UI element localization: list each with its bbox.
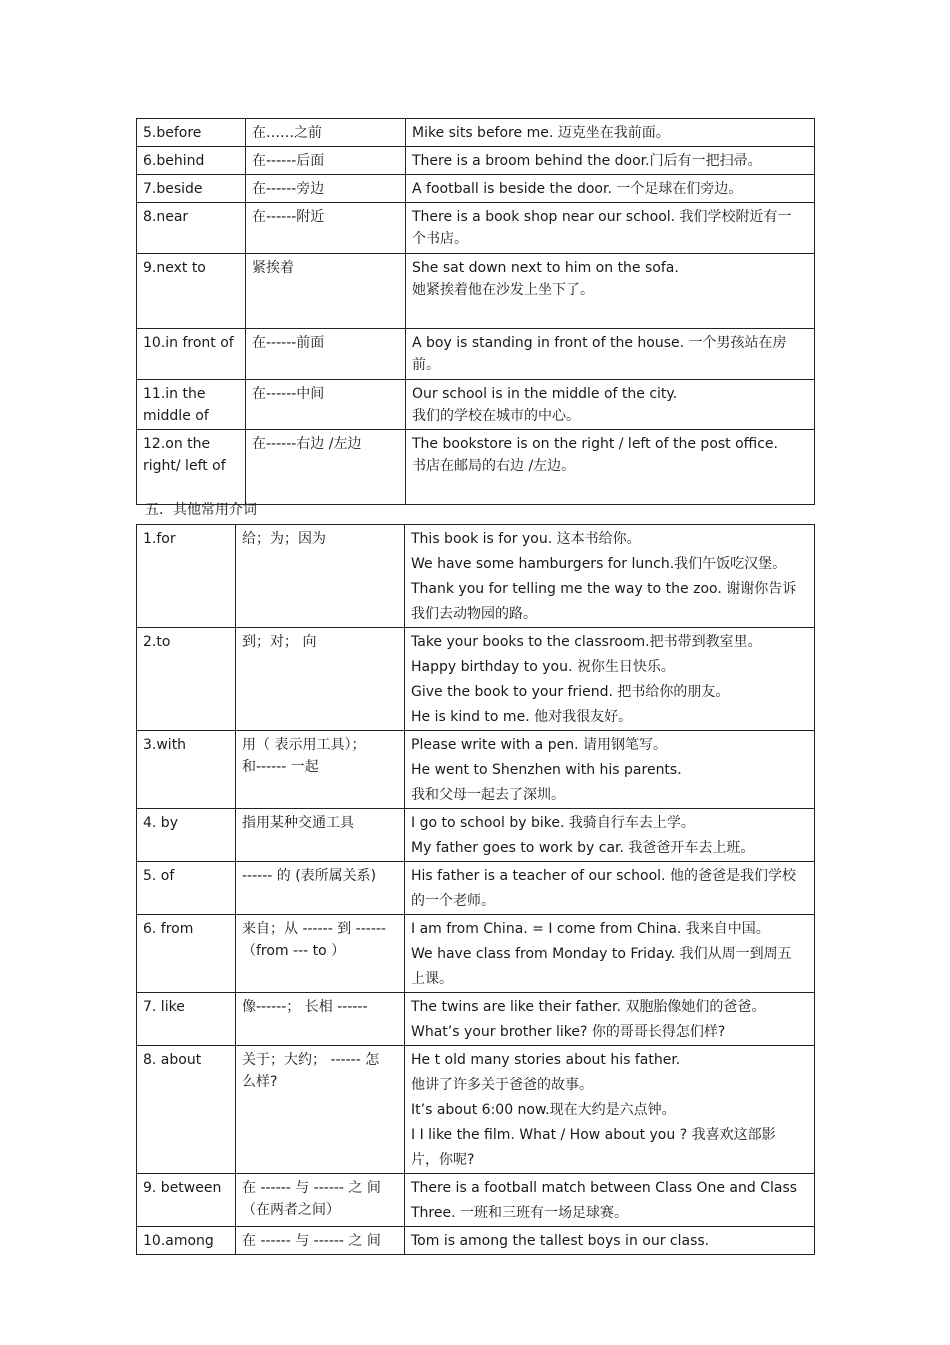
example-cell-line: I go to school by bike. 我骑自行车去上学。 — [411, 815, 695, 831]
word-cell: 2.to — [137, 628, 236, 731]
word-cell — [137, 380, 246, 430]
table-row — [137, 525, 815, 628]
example-cell — [405, 862, 815, 915]
example-cell — [406, 175, 815, 203]
example-cell — [406, 254, 815, 329]
table-row — [137, 119, 815, 147]
meaning-cell: 在------后面 — [246, 147, 406, 175]
meaning-cell — [236, 862, 405, 915]
example-cell-line: 前。 — [412, 357, 440, 373]
meaning-cell-line: 像------； 长相 ------ — [242, 999, 368, 1015]
word-cell-line: 12.on the — [143, 436, 211, 452]
meaning-cell: 在------附近 — [246, 203, 406, 254]
meaning-cell-line: 么样? — [242, 1074, 278, 1090]
meaning-cell-line: 给；为；因为 — [242, 531, 326, 547]
word-cell: 6.behind — [137, 147, 246, 175]
example-cell-line: Give the book to your friend. 把书给你的朋友。 — [411, 684, 730, 700]
table-row — [137, 993, 815, 1046]
example-cell — [406, 203, 815, 254]
example-cell-line: We have some hamburgers for lunch.我们午饭吃汉堡。 — [411, 556, 787, 572]
meaning-cell-line: （from --- to ） — [242, 943, 346, 959]
example-cell-line: This book is for you. 这本书给你。 — [411, 531, 641, 547]
example-cell — [406, 329, 815, 380]
meaning-cell-line: 指用某种交通工具 — [242, 815, 354, 831]
table-row — [137, 731, 815, 809]
word-cell: 10.among — [137, 1227, 236, 1255]
table-common-prepositions — [136, 524, 815, 1255]
example-cell — [406, 119, 815, 147]
table-row — [137, 1174, 815, 1227]
word-cell: 7.beside — [137, 175, 246, 203]
meaning-cell — [236, 915, 405, 993]
example-cell-line: Mike sits before me. 迈克坐在我前面。 — [412, 125, 670, 141]
table-row — [137, 1046, 815, 1174]
meaning-cell — [236, 1174, 405, 1227]
example-cell-line: He went to Shenzhen with his parents. — [411, 762, 682, 778]
example-cell-line: 书店在邮局的右边 /左边。 — [412, 458, 576, 474]
meaning-cell — [236, 525, 405, 628]
word-cell-line: 11.in the — [143, 386, 206, 402]
word-cell: 5. of — [137, 862, 236, 915]
example-cell — [405, 731, 815, 809]
example-cell-line: The bookstore is on the right / left of the post office. — [412, 436, 778, 452]
meaning-cell: 在……之前 — [246, 119, 406, 147]
word-cell: 9.next to — [137, 254, 246, 329]
table-row — [137, 809, 815, 862]
word-cell: 7. like — [137, 993, 236, 1046]
table-row — [137, 254, 815, 329]
table-row — [137, 1227, 815, 1255]
meaning-cell-line: 到；对； 向 — [242, 634, 317, 650]
meaning-cell — [236, 993, 405, 1046]
example-cell-line: A boy is standing in front of the house. 一个男孩站在房 — [412, 335, 787, 351]
meaning-cell-line: ------ 的 (表所属关系) — [242, 868, 377, 884]
meaning-cell: 在------前面 — [246, 329, 406, 380]
example-cell — [405, 1174, 815, 1227]
example-cell — [405, 915, 815, 993]
example-cell-line: He t old many stories about his father. — [411, 1052, 681, 1068]
example-cell-line: 片，你呢? — [411, 1152, 475, 1168]
example-cell-line: 她紧挨着他在沙发上坐下了。 — [412, 282, 594, 298]
example-cell-line: There is a broom behind the door.门后有一把扫帚。 — [412, 153, 762, 169]
table-row — [137, 915, 815, 993]
example-cell-line: 上课。 — [411, 971, 453, 987]
example-cell — [405, 1046, 815, 1174]
word-cell: 4. by — [137, 809, 236, 862]
example-cell-line: It’s about 6:00 now.现在大约是六点钟。 — [411, 1102, 676, 1118]
word-cell: 8. about — [137, 1046, 236, 1174]
meaning-cell: 在------右边 /左边 — [246, 430, 406, 505]
example-cell-line: Thank you for telling me the way to the zoo. 谢谢你告诉 — [411, 581, 797, 597]
word-cell: 3.with — [137, 731, 236, 809]
meaning-cell — [236, 1046, 405, 1174]
meaning-cell-line: 在 ------ 与 ------ 之 间 — [242, 1233, 381, 1249]
example-cell-line: 他讲了许多关于爸爸的故事。 — [411, 1077, 593, 1093]
meaning-cell: 在------旁边 — [246, 175, 406, 203]
example-cell — [406, 380, 815, 430]
example-cell — [405, 993, 815, 1046]
example-cell-line: 我们的学校在城市的中心。 — [412, 408, 580, 424]
table-row — [137, 203, 815, 254]
meaning-cell — [236, 1227, 405, 1255]
table-row — [137, 147, 815, 175]
meaning-cell-line: 在 ------ 与 ------ 之 间 — [242, 1180, 381, 1196]
example-cell-line: I am from China. = I come from China. 我来自中国。 — [411, 921, 770, 937]
example-cell — [405, 1227, 815, 1255]
example-cell-line: A football is beside the door. 一个足球在们旁边。 — [412, 181, 743, 197]
word-cell — [137, 430, 246, 505]
section-title: 五．其他常用介词 — [145, 502, 257, 518]
meaning-cell: 在------中间 — [246, 380, 406, 430]
example-cell-line: 我和父母一起去了深圳。 — [411, 787, 565, 803]
word-cell-line: right/ left of — [143, 458, 226, 474]
example-cell — [405, 628, 815, 731]
table-row — [137, 430, 815, 505]
table-location-prepositions — [136, 118, 815, 505]
meaning-cell-line: 关于；大约； ------ 怎 — [242, 1052, 380, 1068]
example-cell-line: What’s your brother like? 你的哥哥长得怎们样? — [411, 1024, 726, 1040]
example-cell-line: My father goes to work by car. 我爸爸开车去上班。 — [411, 840, 755, 856]
example-cell-line: The twins are like their father. 双胞胎像她们的爸爸。 — [411, 999, 766, 1015]
example-cell-line: I I like the film. What / How about you ? 我喜欢这部影 — [411, 1127, 776, 1143]
example-cell — [406, 430, 815, 505]
example-cell-line: Please write with a pen. 请用钢笔写。 — [411, 737, 667, 753]
example-cell-line: His father is a teacher of our school. 他的爸爸是我们学校 — [411, 868, 796, 884]
example-cell-line: Our school is in the middle of the city. — [412, 386, 678, 402]
example-cell-line: Tom is among the tallest boys in our class. — [411, 1233, 710, 1249]
example-cell-line: Take your books to the classroom.把书带到教室里。 — [411, 634, 762, 650]
meaning-cell — [236, 809, 405, 862]
example-cell — [405, 525, 815, 628]
meaning-cell-line: 和------ 一起 — [242, 759, 319, 775]
meaning-cell-line: 来自；从 ------ 到 ------ — [242, 921, 386, 937]
word-cell: 9. between — [137, 1174, 236, 1227]
example-cell-line: 的一个老师。 — [411, 893, 495, 909]
example-cell — [405, 809, 815, 862]
example-cell-line: We have class from Monday to Friday. 我们从周一到周五 — [411, 946, 792, 962]
meaning-cell: 紧挨着 — [246, 254, 406, 329]
word-cell: 10.in front of — [137, 329, 246, 380]
table-row — [137, 329, 815, 380]
example-cell-line: There is a football match between Class One and Class — [411, 1180, 798, 1196]
word-cell: 8.near — [137, 203, 246, 254]
word-cell-line: middle of — [143, 408, 209, 424]
meaning-cell-line: 用（ 表示用工具）； — [242, 737, 366, 753]
table-row — [137, 380, 815, 430]
example-cell-line: Happy birthday to you. 祝你生日快乐。 — [411, 659, 675, 675]
meaning-cell — [236, 731, 405, 809]
example-cell-line: There is a book shop near our school. 我们学校附近有一 — [412, 209, 792, 225]
example-cell-line: Three. 一班和三班有一场足球赛。 — [411, 1205, 628, 1221]
example-cell — [406, 147, 815, 175]
word-cell: 1.for — [137, 525, 236, 628]
table-row — [137, 862, 815, 915]
meaning-cell — [236, 628, 405, 731]
example-cell-line: He is kind to me. 他对我很友好。 — [411, 709, 633, 725]
word-cell: 5.before — [137, 119, 246, 147]
example-cell-line: 我们去动物园的路。 — [411, 606, 537, 622]
table-row — [137, 175, 815, 203]
word-cell: 6. from — [137, 915, 236, 993]
table-row — [137, 628, 815, 731]
example-cell-line: 个书店。 — [412, 231, 468, 247]
meaning-cell-line: （在两者之间） — [242, 1202, 340, 1218]
example-cell-line: She sat down next to him on the sofa. — [412, 260, 679, 276]
